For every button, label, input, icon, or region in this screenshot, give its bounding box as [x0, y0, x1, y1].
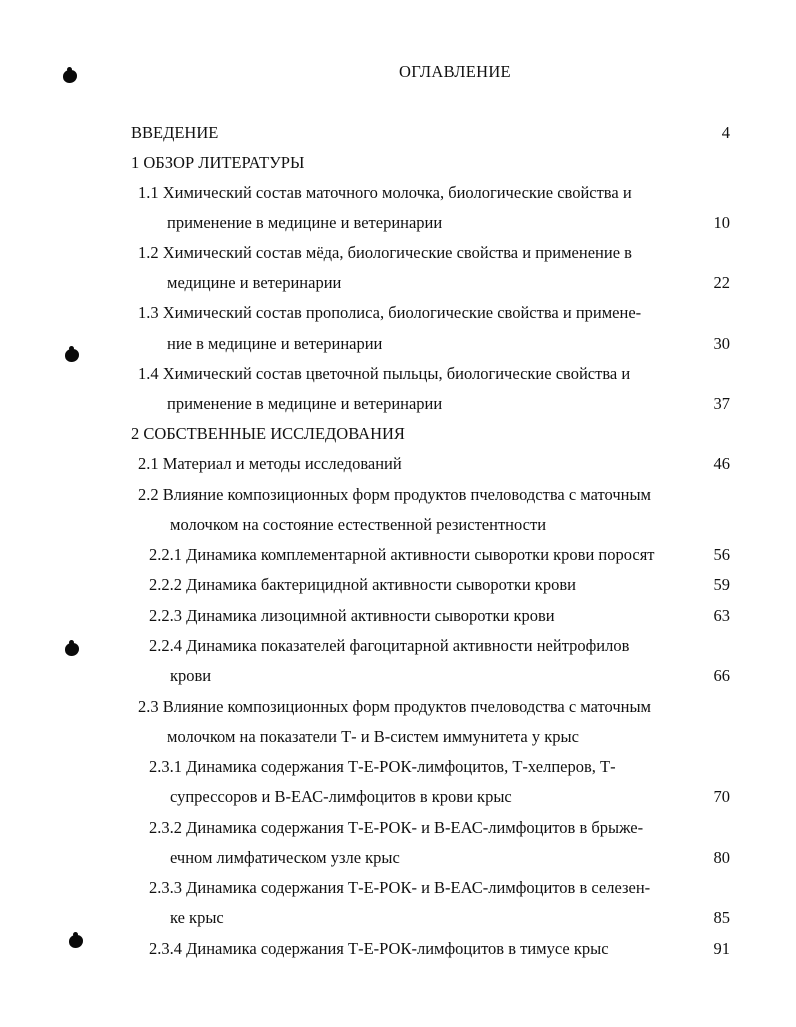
toc-entry-page: 30 — [713, 334, 730, 353]
toc-entry-page: 85 — [713, 908, 730, 927]
toc-entry-2-1 — [0, 453, 796, 475]
toc-entry-page: 70 — [713, 787, 730, 806]
toc-entry-page: 59 — [713, 575, 730, 594]
toc-entry-2-2-4-cont — [0, 665, 796, 687]
toc-entry-page: 66 — [713, 666, 730, 685]
toc-entry-text: 1.2 Химический состав мёда, биологические свойства и применение в — [138, 243, 632, 262]
toc-entry-text: применение в медицине и ветеринарии — [167, 394, 443, 413]
toc-entry-2-2-2 — [0, 574, 796, 596]
toc-entry-text: 2.2.4 Динамика показателей фагоцитарной активности нейтрофилов — [149, 636, 630, 655]
toc-entry-page: 37 — [713, 394, 730, 413]
toc-entry-text: 1 ОБЗОР ЛИТЕРАТУРЫ — [131, 153, 305, 172]
toc-entry-text: ечном лимфатическом узле крыс — [170, 848, 400, 867]
toc-entry-text: 2.3.3 Динамика содержания Т-Е-РОК- и В-ЕАС-лимфоцитов в селезен- — [149, 878, 651, 897]
toc-entry-2-3-1 — [0, 756, 796, 778]
toc-entry-2-2-3 — [0, 605, 796, 627]
toc-entry-1-4-cont — [0, 393, 796, 415]
toc-entry-text: 1.1 Химический состав маточного молочка, биологические свойства и — [138, 183, 632, 202]
toc-entry-2-2 — [0, 484, 796, 506]
toc-entry-page: 22 — [713, 273, 730, 292]
toc-entry-2-3-3 — [0, 877, 796, 899]
toc-entry-section-1 — [0, 152, 796, 174]
toc-entry-1-1 — [0, 182, 796, 204]
toc-entry-1-3 — [0, 302, 796, 324]
toc-entry-text: 1.3 Химический состав прополиса, биологические свойства и примене- — [138, 303, 642, 322]
toc-entry-text: крови — [170, 666, 212, 685]
toc-entry-page: 80 — [713, 848, 730, 867]
toc-entry-text: 2 СОБСТВЕННЫЕ ИССЛЕДОВАНИЯ — [131, 424, 405, 443]
toc-entry-1-1-cont — [0, 212, 796, 234]
toc-entry-page: 10 — [713, 213, 730, 232]
toc-entry-text: 2.3.1 Динамика содержания Т-Е-РОК-лимфоцитов, Т-хелперов, Т- — [149, 757, 616, 776]
toc-entry-2-3-2 — [0, 817, 796, 839]
toc-entry-1-2-cont — [0, 272, 796, 294]
toc-entry-2-2-cont — [0, 514, 796, 536]
toc-entry-section-2 — [0, 423, 796, 445]
toc-entry-2-2-1 — [0, 544, 796, 566]
toc-entry-page: 46 — [713, 454, 730, 473]
toc-entry-text: 2.2.1 Динамика комплементарной активности сыворотки крови поросят — [149, 545, 655, 564]
toc-entry-text: 2.3.2 Динамика содержания Т-Е-РОК- и В-ЕАС-лимфоцитов в брыже- — [149, 818, 644, 837]
toc-entry-2-3 — [0, 696, 796, 718]
toc-entry-text: молочком на показатели Т- и В-систем иммунитета у крыс — [167, 727, 579, 746]
toc-entry-text: ние в медицине и ветеринарии — [167, 334, 383, 353]
toc-entry-text: ВВЕДЕНИЕ — [131, 123, 219, 142]
toc-entry-text: медицине и ветеринарии — [167, 273, 342, 292]
toc-entry-1-3-cont — [0, 333, 796, 355]
toc-entry-text: супрессоров и В-ЕАС-лимфоцитов в крови крыс — [170, 787, 512, 806]
toc-entry-text: применение в медицине и ветеринарии — [167, 213, 443, 232]
page-title: ОГЛАВЛЕНИЕ — [399, 62, 511, 81]
toc-entry-text: молочком на состояние естественной резистентности — [170, 515, 547, 534]
toc-entry-2-3-1-cont — [0, 786, 796, 808]
toc-entry-introduction — [0, 122, 796, 144]
toc-entry-text: 2.3.4 Динамика содержания Т-Е-РОК-лимфоцитов в тимусе крыс — [149, 939, 609, 958]
toc-entry-text: 2.2.3 Динамика лизоцимной активности сыворотки крови — [149, 606, 555, 625]
toc-entry-2-3-3-cont — [0, 907, 796, 929]
toc-entry-2-3-2-cont — [0, 847, 796, 869]
toc-entry-page: 56 — [713, 545, 730, 564]
toc-entry-text: 2.1 Материал и методы исследований — [138, 454, 402, 473]
toc-entry-2-3-cont — [0, 726, 796, 748]
toc-entry-page: 4 — [721, 123, 730, 142]
toc-entry-text: 2.2 Влияние композиционных форм продуктов пчеловодства с маточным — [138, 485, 651, 504]
toc-entry-1-2 — [0, 242, 796, 264]
toc-entry-1-4 — [0, 363, 796, 385]
toc-entry-text: 1.4 Химический состав цветочной пыльцы, биологические свойства и — [138, 364, 631, 383]
toc-entry-text: 2.3 Влияние композиционных форм продуктов пчеловодства с маточным — [138, 697, 651, 716]
toc-entry-page: 63 — [713, 606, 730, 625]
toc-entry-text: 2.2.2 Динамика бактерицидной активности сыворотки крови — [149, 575, 576, 594]
toc-entry-2-3-4 — [0, 938, 796, 960]
toc-entry-2-2-4 — [0, 635, 796, 657]
toc-entry-text: ке крыс — [170, 908, 224, 927]
toc-entry-page: 91 — [713, 939, 730, 958]
